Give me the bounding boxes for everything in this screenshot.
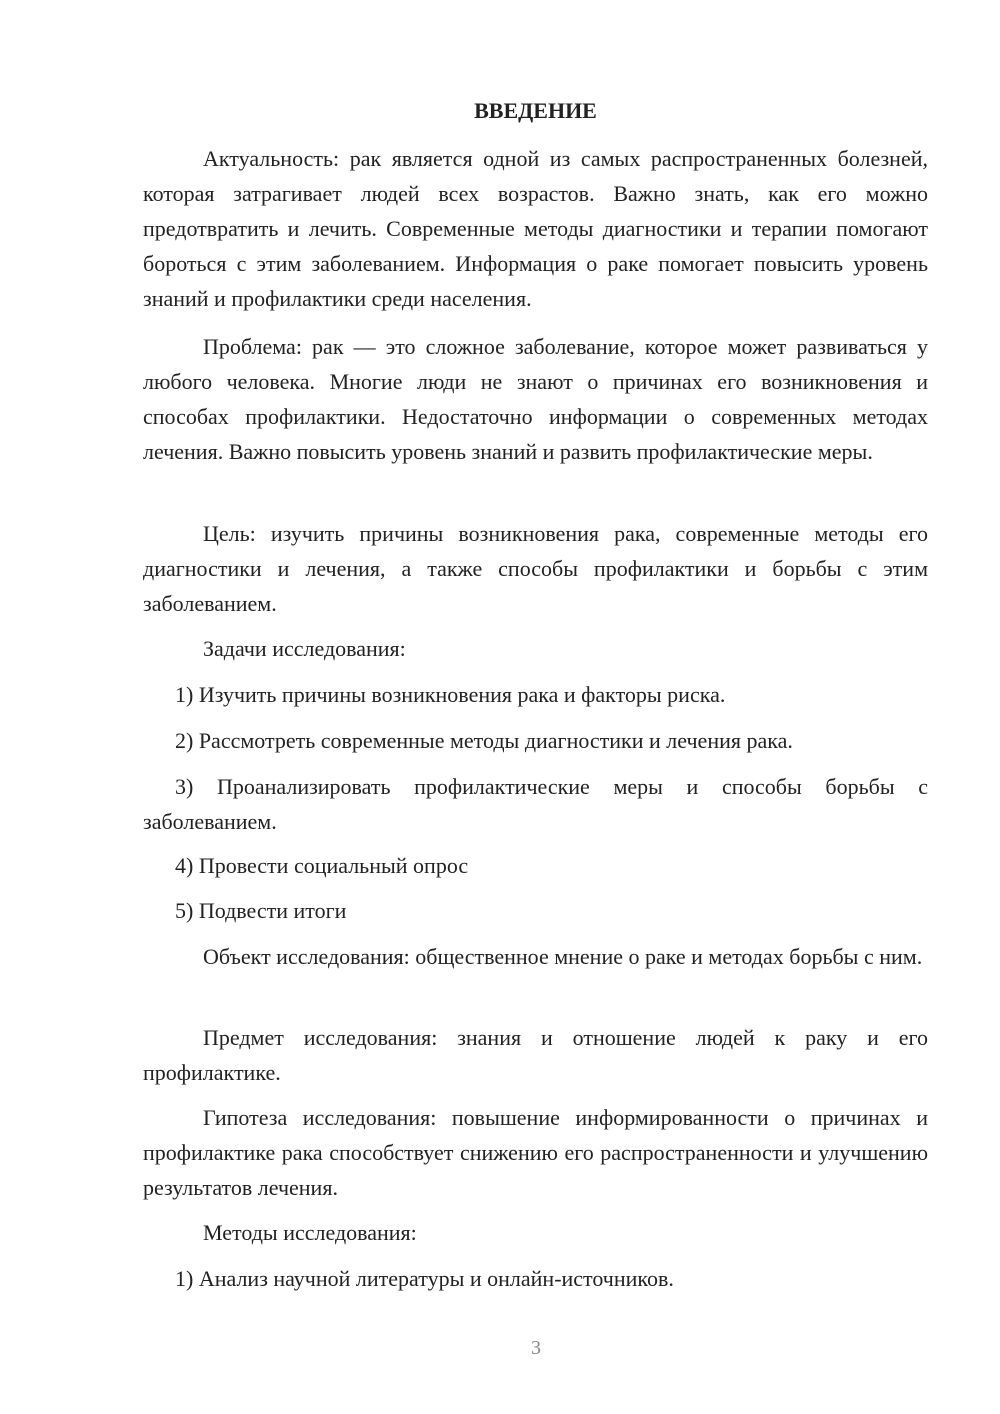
task-item-5: 5) Подвести итоги	[175, 898, 347, 923]
methods-heading: Методы исследования:	[203, 1220, 417, 1245]
goal-paragraph: Цель: изучить причины возникновения рака, современные методы его диагностики и лечения, а также способы профилактики и борьбы с этим заболеванием.	[143, 521, 928, 616]
tasks-heading: Задачи исследования:	[203, 636, 406, 661]
task-item-2: 2) Рассмотреть современные методы диагностики и лечения рака.	[175, 728, 793, 753]
subject-paragraph: Предмет исследования: знания и отношение людей к раку и его профилактике.	[143, 1025, 928, 1085]
page-number: 3	[531, 1337, 541, 1359]
object-paragraph: Объект исследования: общественное мнение о раке и методах борьбы с ним.	[203, 944, 923, 969]
problem-paragraph: Проблема: рак — это сложное заболевание, которое может развиваться у любого человека. Многие люди не знают о причинах его возникновения и способах профилактики. Недостаточно информации о современных методах лечения. Важно повысить уровень знаний и развить профилактические меры.	[143, 334, 928, 464]
task-item-4: 4) Провести социальный опрос	[175, 853, 469, 878]
method-item-1: 1) Анализ научной литературы и онлайн-источников.	[175, 1266, 674, 1291]
relevance-paragraph: Актуальность: рак является одной из самых распространенных болезней, которая затрагивает людей всех возрастов. Важно знать, как его можно предотвратить и лечить. Современные методы диагностики и терапии помогают бороться с этим заболеванием. Информация о раке помогает повысить уровень знаний и профилактики среди населения.	[143, 146, 928, 311]
page-title: ВВЕДЕНИЕ	[474, 98, 597, 123]
task-item-3: 3) Проанализировать профилактические меры и способы борьбы с заболеванием.	[143, 774, 928, 834]
task-item-1: 1) Изучить причины возникновения рака и факторы риска.	[175, 682, 726, 707]
hypothesis-paragraph: Гипотеза исследования: повышение информированности о причинах и профилактике рака способствует снижению его распространенности и улучшению результатов лечения.	[143, 1105, 928, 1200]
